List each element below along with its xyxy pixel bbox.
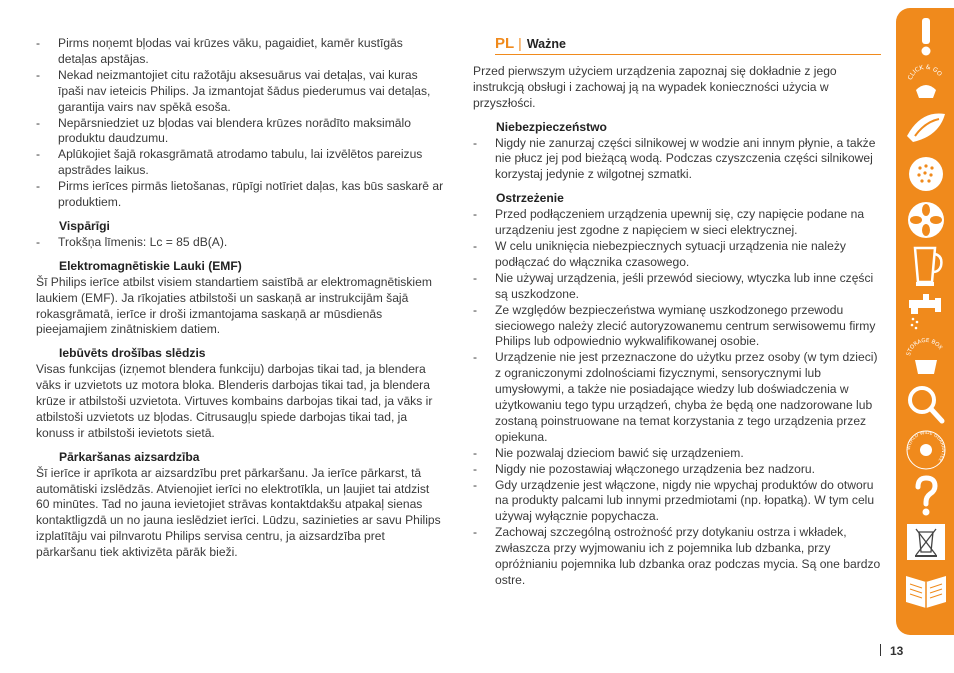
- bullet-dash: -: [473, 525, 478, 540]
- list-item: [36, 147, 444, 179]
- list-item-text: Nigdy nie pozostawiaj włączonego urządzenia bez nadzoru.: [495, 461, 816, 476]
- storage-box-icon: [901, 336, 951, 380]
- paragraph-overheat: Šī ierīce ir aprīkota ar aizsardzību pret pārkaršanu. Ja ierīce pārkarst, tā automātiski izslēdzās. Atvienojiet ierīci no elektrotīkla, un ļaujiet tai atdzist 60 minūtes. Tad no jauna ievietojiet strāvas kontaktdakšu atpakaļ sienas kontaktligzdā un no jauna ieslēdziet ierīci. Lūdzu, sazinieties ar savu Philips izplatītāju vai pilnvarotu Philips servisa centru, ja aizsardzība pret pārkaršanu tiek aktivizēta pārāk bieži.: [36, 465, 441, 560]
- list-item-text: Nie używaj urządzenia, jeśli przewód sieciowy, wtyczka lub inne części są uszkodzone.: [495, 270, 874, 301]
- section-tabs: [896, 8, 954, 635]
- bullet-dash: -: [36, 36, 41, 50]
- list-item-text: Ze względów bezpieczeństwa wymianę uszkodzonego przewodu sieciowego należy zlecić autoryzowanemu centrum serwisowemu firmy Philips lub odpowiednio wykwalifikowanej osobie.: [495, 302, 876, 349]
- list-item: [473, 303, 881, 351]
- heading-general: Vispārīgi: [59, 218, 110, 233]
- grater-disc-icon: [901, 152, 951, 196]
- bullet-dash: -: [36, 67, 41, 82]
- list-item-text: Przed podłączeniem urządzenia upewnij się, czy napięcie podane na urządzeniu jest zgodne z napięciem w sieci elektrycznej.: [495, 207, 865, 238]
- page-number: [880, 644, 903, 658]
- page-number-separator: [880, 644, 881, 656]
- crossed-bin-icon: [901, 520, 951, 564]
- list-item-text: Nepārsniedziet uz bļodas vai blendera krūzes norādīto maksimālo produktu daudzumu.: [58, 115, 411, 146]
- heading-warning: Ostrzeżenie: [496, 191, 564, 206]
- tap-cleaning-icon: [901, 290, 951, 334]
- list-item-text: Nigdy nie zanurzaj części silnikowej w wodzie ani innym płynie, a także nie płucz jej pod bieżącą wodą. Podczas czyszczenia części silnikowej korzystaj jedynie z wilgotnej szmatki.: [495, 135, 876, 182]
- language-header: [495, 36, 881, 55]
- list-item-text: Gdy urządzenie jest włączone, nigdy nie wpychaj produktów do otworu na produkty palcami lub innymi przedmiotami (np. łopatką). W tym celu używaj wyłącznie popychacza.: [495, 477, 875, 524]
- list-item: [473, 525, 881, 589]
- list-item: [473, 239, 881, 271]
- list-item-text: Pirms ierīces pirmās lietošanas, rūpīgi notīriet daļas, kas būs saskarē ar produktiem.: [58, 179, 444, 210]
- intro-paragraph: Przed pierwszym użyciem urządzenia zapoznaj się dokładnie z jego instrukcją obsługi i zachowaj ją na wypadek konieczności użycia w przyszłości.: [473, 63, 837, 110]
- paragraph-emf: Šī Philips ierīce atbilst visiem standartiem saistībā ar elektromagnētiskiem laukiem (EMF). Ja rīkojaties atbilstoši un saskaņā ar instrukcijām šajā rokasgrāmatā, ierīce ir droši izmantojama saskaņā ar mūsdienās pieejamajiem zinātniskiem datiem.: [36, 274, 432, 337]
- svg-text:STORAGE BOX: [906, 338, 943, 357]
- heading-danger: Niebezpieczeństwo: [496, 119, 607, 134]
- paragraph-safety-lock: Visas funkcijas (izņemot blendera funkciju) darbojas tikai tad, ja blendera vāks ir uzvietots uz motora bloka. Blenderis darbojas tikai tad, ja blendera krūze ir atbilstoši uzvietota. Virtuves kombains darbojas tikai tad, ja vāks ir atbilstoši uzvietots uz bļodas. Citrusaugļu spiede darbojas tikai tad, ja konuss ir atbilstoši ievietots sietā.: [36, 362, 433, 440]
- list-item-text: Aplūkojiet šajā rokasgrāmatā atrodamo tabulu, lai izvēlētos pareizus apstrādes laikus.: [58, 147, 423, 178]
- heading-overheat: Pārkaršanas aizsardzība: [59, 449, 200, 464]
- blender-jug-icon: [901, 244, 951, 288]
- bullet-dash: -: [36, 234, 41, 249]
- list-item: [36, 179, 444, 211]
- list-item: [473, 446, 881, 462]
- list-item: [36, 68, 444, 116]
- bullet-dash: -: [36, 115, 41, 130]
- click-and-go-label: CLICK & GO: [906, 63, 944, 81]
- bullet-dash: -: [36, 179, 41, 194]
- list-item-text: W celu uniknięcia niebezpiecznych sytuacji urządzenia nie należy podłączać do włącznika czasowego.: [495, 238, 846, 269]
- slicing-disc-icon: [901, 106, 951, 150]
- bullet-dash: -: [473, 270, 478, 285]
- list-item: [36, 36, 444, 68]
- heading-safety-lock: Iebūvēts drošības slēdzis: [59, 346, 206, 361]
- bullet-dash: -: [473, 350, 478, 365]
- language-separator: |: [518, 35, 522, 51]
- bullet-dash: -: [36, 147, 41, 162]
- bullet-list-general: [36, 235, 444, 251]
- list-item: [473, 207, 881, 239]
- list-item: [473, 462, 881, 478]
- bullet-dash: -: [473, 238, 478, 253]
- page-number-value: 13: [890, 644, 904, 658]
- click-and-go-icon: [901, 60, 951, 104]
- list-item: [36, 235, 444, 251]
- list-item-text: Trokšņa līmenis: Lc = 85 dB(A).: [58, 234, 228, 249]
- list-item-text: Nekad neizmantojiet citu ražotāju aksesuārus vai detaļas, vai kuras īpaši nav ieteicis Philips. Ja izmantojat šādus piederumus vai detaļas, garantija vairs nav spēkā esoša.: [58, 67, 431, 114]
- storage-box-label: STORAGE BOX: [906, 337, 944, 357]
- bullet-dash: -: [473, 445, 478, 460]
- list-item: [473, 136, 881, 184]
- magnifier-icon: [901, 382, 951, 426]
- exclamation-icon: [901, 14, 951, 58]
- list-item: [36, 116, 444, 148]
- list-item: [473, 350, 881, 445]
- bullet-list-safety: [36, 36, 444, 211]
- question-mark-icon: [901, 474, 951, 518]
- bullet-dash: -: [473, 477, 478, 492]
- list-item-text: Urządzenie nie jest przeznaczone do użytku przez osoby (w tym dzieci) z ograniczonymi zdolnościami fizycznymi, sensorycznymi lub umysłowymi, a także nie posiadające wiedzy lub doświadczenia w użytkowaniu tego typu urządzeń, chyba że będą one nadzorowane lub zostaną poinstruowane na temat korzystania z tego urządzenia przez opiekuna.: [495, 350, 878, 444]
- polish-column: [473, 36, 881, 589]
- section-title: Ważne: [526, 37, 566, 51]
- bullet-list-danger: [473, 136, 881, 184]
- flower-disc-icon: [901, 198, 951, 242]
- bullet-dash: -: [473, 461, 478, 476]
- list-item: [473, 271, 881, 303]
- world-wide-guarantee-icon: [901, 428, 951, 472]
- list-item-text: Zachowaj szczególną ostrożność przy dotykaniu ostrza i wkładek, zwłaszcza przy wyjmowaniu ich z pojemnika lub dzbanka, przy opróżnianiu pojemnika lub dzbanka oraz podczas mycia. Są one bardzo ostre.: [495, 525, 881, 587]
- heading-emf: Elektromagnētiskie Lauki (EMF): [59, 258, 242, 273]
- world-wide-guarantee-label: WORLD WIDE GUARANTEE: [906, 430, 946, 463]
- bullet-dash: -: [473, 135, 478, 150]
- bullet-dash: -: [473, 302, 478, 317]
- latvian-column: [36, 36, 444, 561]
- recipe-book-icon: [901, 566, 951, 610]
- list-item-text: Pirms noņemt bļodas vai krūzes vāku, pagaidiet, kamēr kustīgās detaļas apstājas.: [58, 36, 403, 66]
- bullet-dash: -: [473, 207, 478, 222]
- svg-text:CLICK & GO: [907, 64, 944, 81]
- list-item-text: Nie pozwalaj dzieciom bawić się urządzeniem.: [495, 445, 744, 460]
- list-item: [473, 478, 881, 526]
- language-code: PL: [495, 35, 515, 52]
- bullet-list-warning: [473, 207, 881, 589]
